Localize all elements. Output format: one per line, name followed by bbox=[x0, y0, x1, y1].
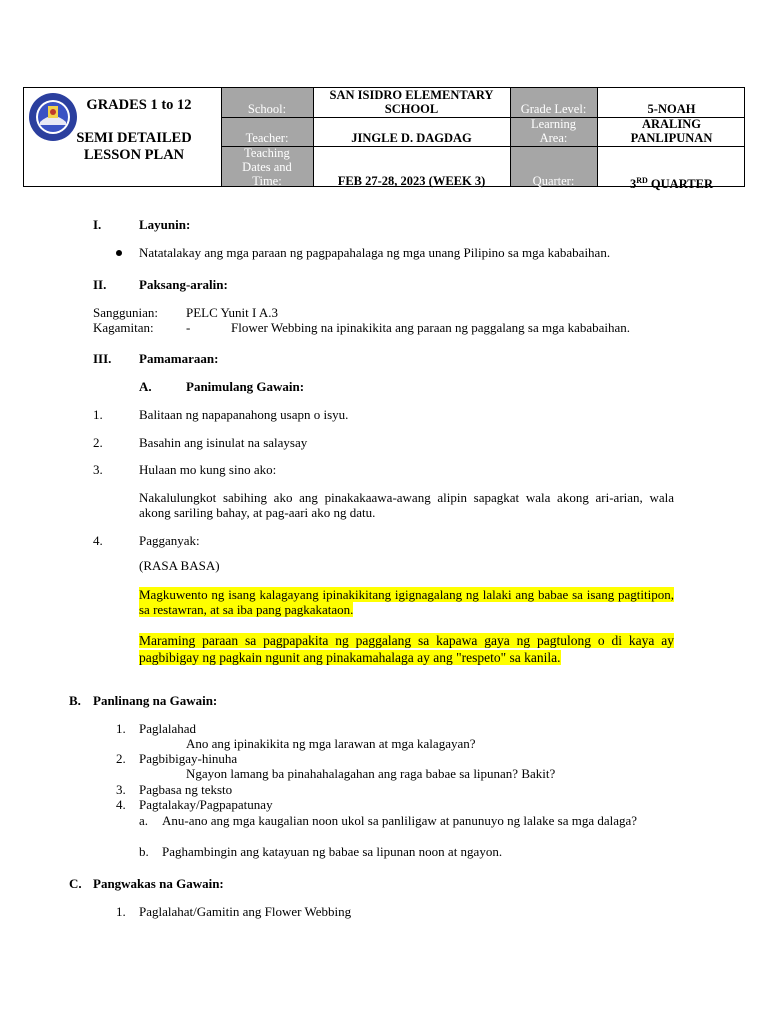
list-item-num: 3. bbox=[116, 782, 126, 797]
list-item-num: 1. bbox=[116, 904, 126, 919]
sanggunian-label: Sanggunian: bbox=[93, 305, 158, 320]
learning-area-value: ARALING PANLIPUNAN bbox=[630, 117, 713, 145]
section-b-num: B. bbox=[69, 693, 81, 708]
section-3-title: Pamamaraan: bbox=[139, 351, 219, 366]
list-item: Pagtalakay/Pagpapatunay bbox=[139, 797, 273, 812]
list-item-sub: Ngayon lamang ba pinahahalagahan ang raga babae sa lipunan? Bakit? bbox=[186, 766, 556, 781]
school-value: SAN ISIDRO ELEMENTARY SCHOOL bbox=[329, 88, 494, 116]
list-item: Pagganyak: bbox=[139, 533, 200, 548]
list-item: Pagbibigay-hinuha bbox=[139, 751, 238, 766]
bullet-dot bbox=[116, 250, 122, 256]
sub-a-num: A. bbox=[139, 379, 152, 394]
dates-value: FEB 27-28, 2023 (WEEK 3) bbox=[337, 174, 486, 188]
sub-item-letter: b. bbox=[139, 844, 149, 859]
section-3-num: III. bbox=[93, 351, 112, 366]
header-table bbox=[23, 87, 745, 192]
list-item: Hulaan mo kung sino ako: bbox=[139, 462, 277, 477]
school-label: School: bbox=[247, 102, 287, 116]
riddle-text: Nakalulungkot sabihing ako ang pinakakaawa-awang alipin sapagkat wala akong ari-arian, wala akong sariling bahay, at pag-aari ako ng datu. bbox=[139, 490, 674, 520]
list-item: Basahin ang isinulat na salaysay bbox=[139, 435, 308, 450]
highlight-paragraph-2: Maraming paraan sa pagpapakita ng paggalang sa kapawa gaya ng pagtulong o di kaya ay pagbibigay ng pagkain ngunit ang pinakamahalaga ay ang "respeto" sa kanila. bbox=[139, 633, 674, 665]
list-item: Pagbasa ng teksto bbox=[139, 782, 233, 797]
objective-text: Natatalakay ang mga paraan ng pagpapahalaga ng mga unang Pilipino sa mga kababaihan. bbox=[139, 245, 611, 260]
grade-level-label: Grade Level: bbox=[520, 102, 587, 116]
list-item-num: 4. bbox=[116, 797, 126, 812]
teacher-label: Teacher: bbox=[245, 131, 289, 145]
section-c-title: Pangwakas na Gawain: bbox=[93, 876, 224, 891]
section-1-num: I. bbox=[93, 217, 102, 232]
list-item: Paglalahat/Gamitin ang Flower Webbing bbox=[139, 904, 352, 919]
sub-item: Anu-ano ang mga kaugalian noon ukol sa panliligaw at panunuyo ng lalake sa mga dalaga? bbox=[162, 813, 638, 828]
kagamitan-dash: - bbox=[186, 320, 191, 335]
section-2-num: II. bbox=[93, 277, 107, 292]
teacher-value: JINGLE D. DAGDAG bbox=[351, 131, 472, 145]
quarter-label: Quarter: bbox=[532, 174, 575, 188]
list-item-sub: Ano ang ipinakikita ng mga larawan at mga kalagayan? bbox=[186, 736, 476, 751]
section-b-title: Panlinang na Gawain: bbox=[93, 693, 218, 708]
list-item: Paglalahad bbox=[139, 721, 197, 736]
section-1-title: Layunin: bbox=[139, 217, 191, 232]
section-2-title: Paksang-aralin: bbox=[139, 277, 228, 292]
plan-type-title: SEMI DETAILED LESSON PLAN bbox=[76, 130, 192, 163]
quarter-value: 3RD QUARTER bbox=[629, 176, 713, 192]
kagamitan-label: Kagamitan: bbox=[93, 320, 154, 335]
list-item: Balitaan ng napapanahong usapn o isyu. bbox=[139, 407, 349, 422]
list-item-num: 2. bbox=[93, 435, 103, 450]
sub-item-letter: a. bbox=[139, 813, 149, 828]
sub-item: Paghambingin ang katayuan ng babae sa lipunan noon at ngayon. bbox=[162, 844, 503, 859]
list-item-num: 1. bbox=[116, 721, 126, 736]
dates-label: Teaching Dates and Time: bbox=[242, 146, 292, 188]
list-item-num: 3. bbox=[93, 462, 103, 477]
section-c-num: C. bbox=[69, 876, 82, 891]
sub-a-title: Panimulang Gawain: bbox=[186, 379, 305, 394]
sanggunian-value: PELC Yunit I A.3 bbox=[186, 305, 278, 320]
learning-area-label: Learning Area: bbox=[530, 117, 577, 145]
list-item-num: 4. bbox=[93, 533, 103, 548]
grade-level-value: 5-NOAH bbox=[647, 102, 696, 116]
grades-title: GRADES 1 to 12 bbox=[86, 97, 192, 113]
list-item-num: 1. bbox=[93, 407, 103, 422]
kagamitan-value: Flower Webbing na ipinakikita ang paraan ng paggalang sa mga kababaihan. bbox=[231, 320, 631, 335]
list-item-num: 2. bbox=[116, 751, 126, 766]
rasa-basa: (RASA BASA) bbox=[139, 558, 220, 573]
highlight-paragraph-1: Magkuwento ng isang kalagayang ipinakikitang igignagalang ng lalaki ang babae sa isang pagtitipon, sa restawran, at sa iba pang pagkakataon. bbox=[139, 587, 674, 617]
